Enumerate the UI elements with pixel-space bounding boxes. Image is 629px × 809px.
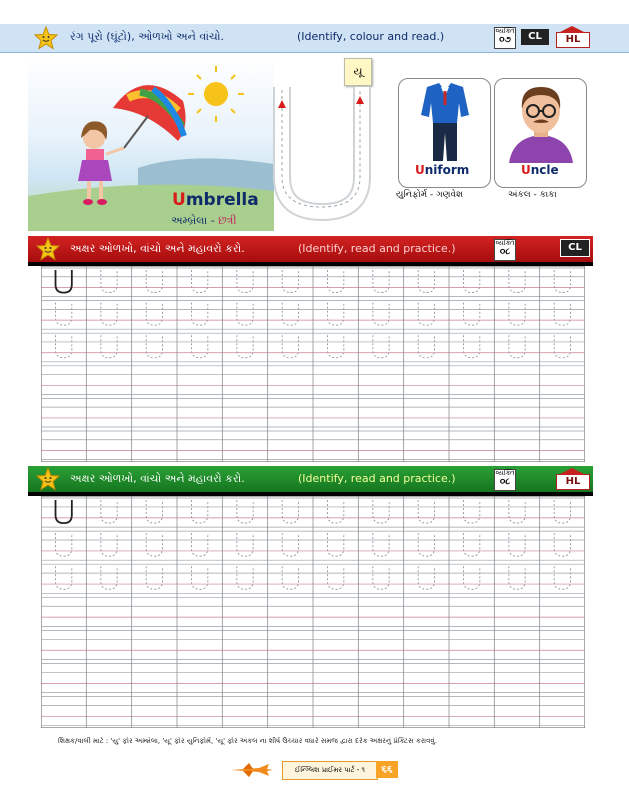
section1-instruction-en: (Identify, colour and read.) (297, 30, 445, 43)
umbrella-gu-meaning: છત્રી (218, 214, 237, 227)
page-number: ૬૬ (376, 761, 398, 778)
uniform-rest: niform (424, 163, 470, 177)
section2-instruction-gu: અક્ષર ઓળખો, વાંચો અને મહાવરો કરો. (70, 242, 245, 255)
letter-u-trace[interactable] (272, 82, 372, 222)
uniform-card (398, 78, 491, 188)
umbrella-gu-translit: અમ્બ્રેલા (171, 214, 208, 227)
uncle-rest: ncle (530, 163, 559, 177)
practice-grid-1[interactable] (41, 266, 585, 462)
uncle-card (494, 78, 587, 188)
star-icon (36, 467, 60, 491)
uncle-icon (495, 79, 586, 163)
star-icon (34, 26, 58, 50)
uniform-capital: U (415, 163, 425, 177)
section1-instruction-gu: રંગ પૂરો (ઘૂંટો), ઓળખો અને વાંચો. (70, 30, 224, 43)
uncle-word (521, 163, 559, 177)
uncle-capital: U (521, 163, 531, 177)
star-icon (36, 237, 60, 261)
activity-badge (494, 239, 516, 261)
section3-instruction-en: (Identify, read and practice.) (298, 472, 456, 485)
uniform-icon (399, 79, 490, 163)
uniform-gujarati: યુનિફોર્મ - ગણવેશ (396, 190, 464, 200)
umbrella-word-rest: mbrella (185, 190, 259, 210)
section2-instruction-en: (Identify, read and practice.) (298, 242, 456, 255)
badge-label: વ્યક્તિ (495, 239, 515, 247)
practice-grid-2[interactable] (41, 496, 585, 728)
section3-instruction-gu: અક્ષર ઓળખો, વાંચો અને મહાવરો કરો. (70, 472, 245, 485)
book-title: ઈન્ગ્લિશ પ્રાઈમર પાર્ટ - ૧ (282, 761, 378, 780)
hl-badge: HL (556, 32, 590, 48)
umbrella-gujarati (171, 214, 237, 228)
umbrella-word (172, 190, 259, 210)
activity-badge (494, 469, 516, 491)
umbrella-capital-letter: U (172, 190, 186, 210)
letter-tag: યૂ (344, 58, 372, 86)
activity-badge (494, 27, 516, 49)
house-roof-icon (556, 25, 588, 34)
parent-note: શિક્ષક/વાલી માટે : 'યુ' ફોર અમ્બ્રેલા, 'યૂ' ફોર યુનિફોર્મ, 'યૂ' ફોર અંકલ ના શીર્ષ ઉચ્ચાર વધારે સમજ દ્વારા દરેક અક્ષરનું પ્રેક્ટિસ કરાવવું. (58, 737, 438, 745)
cl-badge: CL (521, 29, 549, 45)
uniform-word (415, 163, 469, 177)
umbrella-illustration (28, 56, 274, 231)
dash: - (210, 214, 219, 227)
section2-header (28, 236, 593, 262)
cl-badge: CL (560, 239, 590, 257)
uncle-gujarati: અંકલ - કાકા (508, 190, 557, 200)
hl-badge: HL (556, 474, 590, 490)
badge-number: ૦૮ (499, 247, 511, 257)
badge-label: વ્યક્તિ (495, 469, 515, 477)
badge-label: વ્યક્તિ (495, 27, 515, 35)
airplane-icon (229, 763, 275, 777)
house-roof-icon (556, 467, 588, 476)
section1-header (0, 24, 629, 53)
badge-number: ૦૭ (499, 35, 511, 45)
section3-header (28, 466, 593, 492)
badge-number: ૦૮ (499, 477, 511, 487)
